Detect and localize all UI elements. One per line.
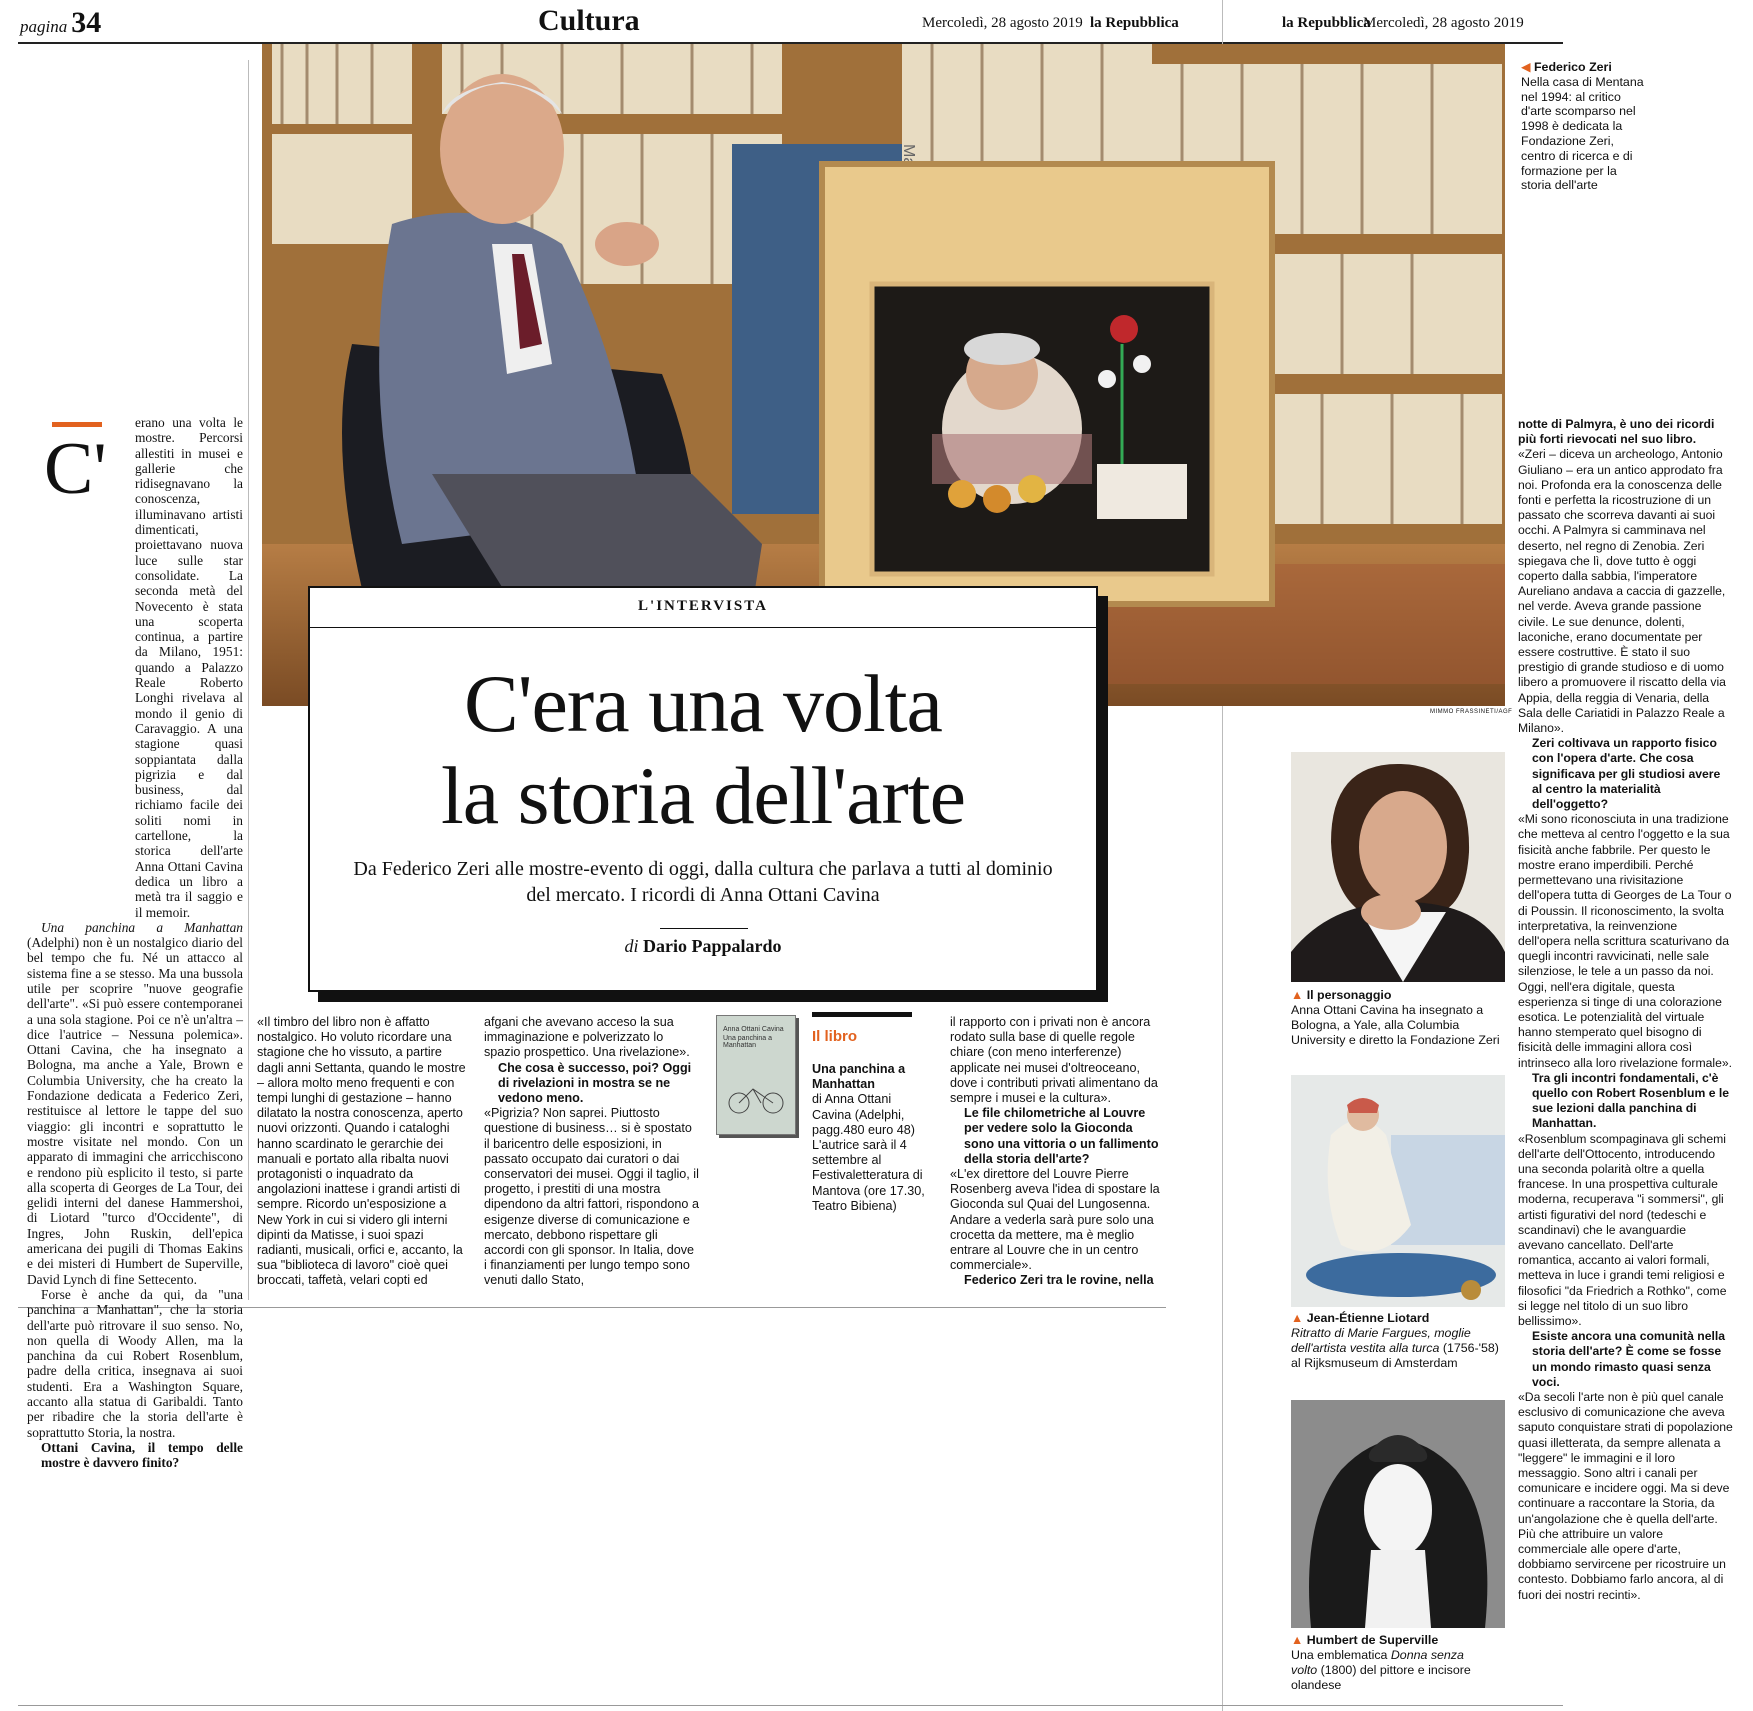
right-question-continued: notte di Palmyra, è uno dei ricordi più forti rievocati nel suo libro.: [1518, 417, 1715, 447]
byline-rule: [660, 928, 748, 929]
caption-name: Federico Zeri: [1533, 60, 1612, 74]
caption-personaggio: ▲ Il personaggio Anna Ottani Cavina ha insegnato a Bologna, a Yale, alla Columbia University e diretto la Fondazione Zeri: [1291, 988, 1500, 1047]
right-paragraph-2: «Mi sono riconosciuta in una tradizione che metteva al centro l'oggetto e la sua fisicità anche fabbrile. Per questo le mostre erano imperdibili. Perché permettevano una rivisitazione dell'opera tutta di Georges de La Tour o di Poussin. Il riconoscimento, la svolta interpretativa, la reinvenzione dell'opera nella scrittura scaturivano da quegli incontri ravvicinati, nelle sale silenziose, le tele a un passo da noi. Oggi, nell'era digitale, questa esperienza si tinge di una colorazione esotica. Le potenzialità del virtuale hanno stemperato quel bisogno di fisicità delle immagini allora così intrinseco alla loro rivelazione formale».: [1518, 812, 1733, 1070]
col1-question: Ottani Cavina, il tempo delle mostre è davvero finito?: [41, 1439, 243, 1471]
column-3: [484, 1015, 699, 1289]
liotard-painting: [1291, 1075, 1505, 1307]
page-number: 34: [71, 6, 102, 39]
headline-box: [308, 586, 1098, 992]
page-label: pagina 34: [20, 6, 102, 39]
portrait-photo: [1291, 752, 1505, 982]
libro-title: Una panchina a Manhattan: [812, 1062, 906, 1092]
col4-paragraph-2: «L'ex direttore del Louvre Pierre Rosenberg aveva l'idea di spostare la Gioconda sul Quai del Lungosenna. Andare a vederla sarà pure solo una crocetta da mettere, ma è meglio entrare al Louvre che in un centro commerciale».: [950, 1167, 1160, 1273]
caret-up-icon: ▲: [1291, 988, 1304, 1002]
column-2: [257, 1015, 469, 1289]
headline-line-1: C'era una volta: [464, 658, 942, 749]
dropcap: C': [44, 428, 107, 510]
col2-paragraph: «Il timbro del libro non è affatto nostalgico. Ho voluto ricordare una stagione che ho vissuto, a partire dagli anni Settanta, quando le mostre – allora molto meno frequenti e con tempi lunghi di gestazione – hanno dilatato la nostra conoscenza, aperto nuovi orizzonti. Quando i cataloghi hanno scardinato le gerarchie dei manuali e portato alla ribalta nuovi protagonisti o inquadrato da angolazioni inattese i grandi artisti di sempre. Ricordo un'esposizione a New York in cui si videro gli interni dipinti da Matisse, i suoi spazi radianti, musicali, orfici e, accanto, la sua "biblioteca di lavoro" cioè quei broccati, taffetà, velari copti ed: [257, 1015, 466, 1288]
libro-info: [812, 1062, 930, 1214]
issue-date-right: Mercoledì, 28 agosto 2019: [1363, 15, 1524, 31]
col3-paragraph-2: «Pigrizia? Non saprei. Piuttosto questione di business… si è spostato il baricentro delle esposizioni, in passato occupato dai curatori o dai conservatori dei musei. Oggi il taglio, il progetto, i prestiti di una mostra dipendono da altri fattori, rispondono a esigenze diverse di comunicazione e mercato, debbono rispettare gli accordi con gli sponsor. In Italia, dove i finanziamenti per lungo tempo sono venuti dallo Stato,: [484, 1106, 699, 1288]
kicker-rule: [310, 627, 1096, 628]
caret-up-icon: ▲: [1291, 1311, 1304, 1325]
col4-paragraph-1: il rapporto con i privati non è ancora rodato sulla base di quelle regole chiare (con meno interferenze) applicate nei musei d'oltreoceano, dove i contributi privati alimentano da sempre i musei e la cultura».: [950, 1015, 1158, 1106]
headline: [310, 658, 1096, 842]
right-question-4: Esiste ancora una comunità nella storia dell'arte? È come se fosse un mondo rimasto quasi senza voci.: [1532, 1329, 1726, 1389]
col4-question-2: Federico Zeri tra le rovine, nella: [964, 1273, 1154, 1288]
caret-up-icon: ▲: [1291, 1633, 1304, 1647]
caption-superville: ▲ Humbert de Superville Una emblematica Donna senza volto (1800) del pittore e incisore olandese: [1291, 1633, 1471, 1692]
libro-rule: [812, 1012, 912, 1017]
liotard-illustration: [1291, 1075, 1505, 1307]
book-cover: [716, 1015, 796, 1135]
col1-paragraph-3: Forse è anche da qui, da "una panchina a Manhattan", che la storia dell'arte può ritrovare il suo senso. No, non quella di Woody Allen, ma la panchina da cui Robert Rosenblum, padre della critica, insegnava ai suoi studenti. Era a Washington Square, accanto alla statua di Garibaldi. Tanto per ribadire che la storia dell'arte è soprattutto Storia, la nostra.: [27, 1286, 243, 1440]
section-title: Cultura: [538, 4, 640, 37]
column-divider: [248, 60, 249, 1300]
book-cover-author: Anna Ottani Cavina: [723, 1026, 784, 1033]
col1-paragraph-2: Una panchina a Manhattan (Adelphi) non è un nostalgico diario del bel tempo che fu. Né un attacco al sistema fine a se stesso. Ma una bussola utile per scoprire "nuove geografie dell'arte". «Si può essere contemporanei a una sola stagione. Poi ce n'è un'altra – dice l'autrice – Nessuna polemica». Ottani Cavina, che ha insegnato a Bologna, ma anche a Yale, Brown e Columbia University, che ha creato la Fondazione dedicata a Federico Zeri, restituisce al lettore le tappe del suo viaggio: gli incontri e soprattutto le mostre visitate nel mondo. Con un apparato di immagini che arricchiscono e rendono più esplicito il testo, si parte alla scoperta di Georges de La Tour, dei gelidi interni del danese Hammershoi, di Liotard "turco d'Occidente", di Ingres, John Ruskin, dell'epica americana dei pugili di Thomas Eakins e dei misteri di Humbert de Superville, David Lynch di fine Settecento.: [27, 919, 243, 1287]
issue-date-left: Mercoledì, 28 agosto 2019: [922, 15, 1083, 31]
right-question-3: Tra gli incontri fondamentali, c'è quello con Robert Rosenblum e le sue lezioni dalla panchina di Manhattan.: [1532, 1070, 1730, 1131]
right-paragraph-4: «Da secoli l'arte non è più quel canale esclusivo di comunicazione che aveva saputo conquistare strati di popolazione quasi illetterata, da sempre allenata a "leggere" le immagini e il loro messaggio. Sono altri i canali per comunicare e incidere oggi. Ma si deve continuare a raccontare la Storia, da un'angolazione che è quella dell'arte. Più che attribuire un valore commerciale alle opere d'arte, dobbiamo servircene per ricostruire un contesto. Dobbiamo farlo ancora, al di fuori dei nostri recinti».: [1518, 1390, 1733, 1602]
kicker: L'INTERVISTA: [638, 598, 768, 614]
caption-text: Nella casa di Mentana nel 1994: al critico d'arte scomparso nel 1998 è dedicata la Fondazione Zeri, centro di ricerca e di formazione per la storia dell'arte: [1521, 74, 1644, 193]
superville-drawing: [1291, 1400, 1505, 1628]
right-question-2: Zeri coltivava un rapporto fisico con l'opera d'arte. Che cosa significava per gli studiosi avere al centro la materialità dell'oggetto?: [1532, 736, 1721, 812]
lead-paragraph: erano una volta le mostre. Percorsi allestiti in musei e gallerie che ridisegnavano la conoscenza, illuminavano artisti dimenticati, proiettavano nuova luce sulle star consolidate. La seconda metà del Novecento è stata una scoperta continua, a partire da Milano, 1951: quando a Palazzo Reale Roberto Longhi rivelava al mondo il genio di Caravaggio. A una stagione quasi soppiantata dalla pigrizia e dal business, dal richiamo facile dei soliti nomi in cartellone, la storica dell'arte Anna Ottani Cavina dedica un libro a metà tra il saggio e il memoir.: [135, 415, 243, 920]
main-photo-caption: [1521, 60, 1646, 193]
book-cover-title: Una panchina a Manhattan: [723, 1035, 773, 1049]
photo-credit: MIMMO FRASSINETI/AGF: [1430, 709, 1513, 715]
masthead-right: la Repubblica: [1282, 15, 1371, 31]
col3-question: Che cosa è successo, poi? Oggi di rivelazioni in mostra se ne vedono meno.: [498, 1060, 692, 1106]
column-4: [950, 1015, 1162, 1289]
col4-question-1: Le file chilometriche al Louvre per vedere solo la Gioconda sono una vittoria o un fallimento della storia dell'arte?: [964, 1106, 1159, 1166]
byline: di Dario Pappalardo: [624, 936, 782, 956]
deck: Da Federico Zeri alle mostre-evento di oggi, dalla cultura che parlava a tutti al dominio del mercato. I ricordi di Anna Ottani Cavina: [353, 858, 1053, 906]
caret-left-icon: ◀: [1521, 60, 1531, 74]
col3-paragraph-1: afgani che avevano acceso la sua immaginazione e polverizzato lo spazio prospettico. Una rivelazione».: [484, 1015, 690, 1060]
libro-details: di Anna Ottani Cavina (Adelphi, pagg.480 euro 48) L'autrice sarà il 4 settembre al Festivaletteratura di Mantova (ore 17.30, Teatro Bibiena): [812, 1092, 925, 1213]
bicycle-icon: [721, 1077, 791, 1117]
caption-liotard: ▲ Jean-Étienne Liotard Ritratto di Marie Fargues, moglie dell'artista vestita alla turca (1756-'58) al Rijksmuseum di Amsterdam: [1291, 1311, 1499, 1370]
portrait-illustration: [1291, 752, 1505, 982]
headline-line-2: la storia dell'arte: [441, 750, 965, 841]
superville-illustration: [1291, 1400, 1505, 1628]
right-paragraph-1: «Zeri – diceva un archeologo, Antonio Giuliano – era un antico approdato fra noi. Profonda era la conoscenza delle fonti e perfetta la ricostruzione di un passato che scorreva davanti ai suoi occhi. A Palmyra si camminava nel deserto, nel regno di Zenobia. Zeri spiegava che lì, dove tutto è oggi coperto dalla sabbia, l'imperatore Aureliano andava a caccia di gazzelle, nel verde. Aveva grande passione civile. Le sue denunce, dolenti, laconiche, erano documentate per essere costruttive. È stato il suo prestigio di grande studioso e di uomo libero a promuovere il riscatto della via Appia, della reggia di Venaria, della Sala delle Cariatidi in Palazzo Reale a Milano».: [1518, 447, 1726, 736]
bottom-rule: [18, 1705, 1563, 1706]
right-paragraph-3: «Rosenblum scompaginava gli schemi dell'arte dell'Ottocento, introducendo una seconda polarità oltre a quella francese. In una prospettiva culturale moderna, recuperava "i sommersi", gli artisti figurativi del nord (tedeschi e scandinavi) che le avanguardie avevano cancellato. Dell'arte romantica, accanto ai valori formali, metteva in luce i grandi temi religiosi e filosofici "da Friedrich a Rothko", come si legge nel titolo di un suo libro bellissimo».: [1518, 1131, 1727, 1328]
masthead-left: la Repubblica: [1090, 15, 1179, 31]
right-column: [1518, 417, 1733, 1603]
column-1: [27, 415, 243, 1470]
libro-label: Il libro: [812, 1028, 857, 1045]
